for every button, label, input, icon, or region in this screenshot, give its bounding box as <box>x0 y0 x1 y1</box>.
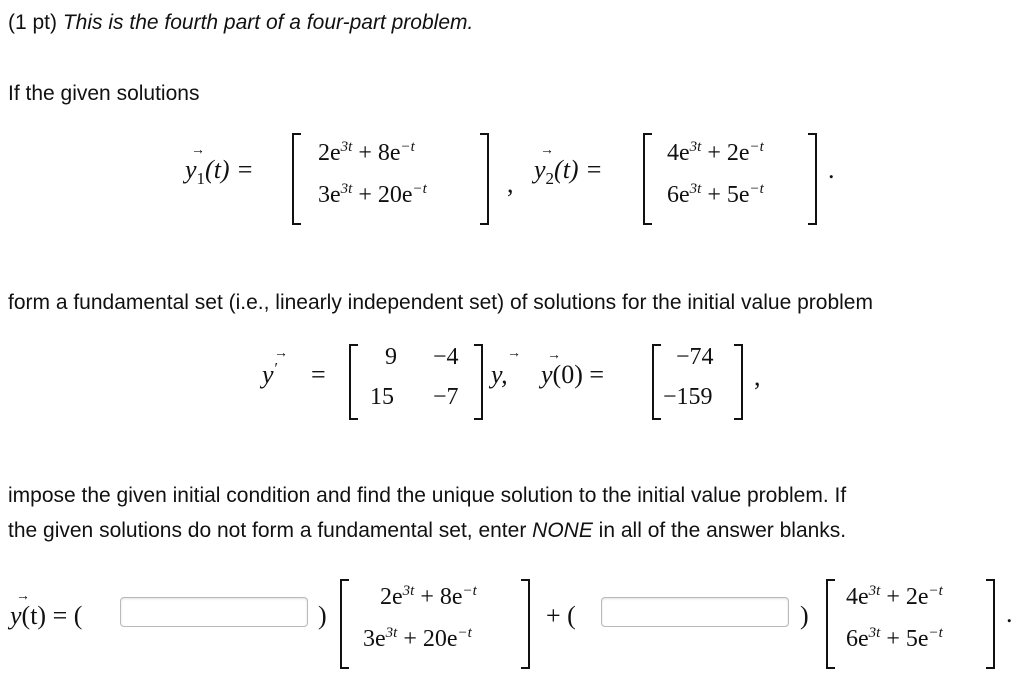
ivp-equation <box>0 338 1024 423</box>
right-bracket <box>986 579 995 669</box>
y1-label: → $y_1(t)$ = <box>185 143 254 189</box>
intro-text: If the given solutions <box>8 82 200 105</box>
y1-row1: $2e^{3t} + 8e^{-t}$ <box>318 139 415 166</box>
y0-label: → y(0) = <box>541 348 605 389</box>
y-vector: → y, <box>491 346 521 389</box>
y-prime: → y′ <box>262 346 288 389</box>
points-label: (1 pt) <box>8 11 58 34</box>
comma: , <box>754 362 761 391</box>
initial-v1: −74 <box>676 344 714 370</box>
period: . <box>828 155 835 184</box>
plus-open: + ( <box>546 601 576 630</box>
close-paren: ) <box>800 601 809 630</box>
coefficient-c1-input[interactable] <box>120 597 308 627</box>
y1-row2: $3e^{3t} + 20e^{-t}$ <box>318 181 427 208</box>
left-bracket <box>349 344 358 420</box>
left-bracket <box>292 133 301 225</box>
right-bracket <box>521 579 530 669</box>
left-bracket <box>643 133 652 225</box>
matrix-m22: −7 <box>433 384 459 410</box>
fundamental-text: form a fundamental set (i.e., linearly independent set) of solutions for the initial value problem <box>8 291 873 314</box>
answer-y1-row1: $2e^{3t} + 8e^{-t}$ <box>380 583 477 610</box>
answer-y2-row1: $4e^{3t} + 2e^{-t}$ <box>846 583 943 610</box>
matrix-m11: 9 <box>385 344 397 370</box>
coefficient-c2-input[interactable] <box>601 597 789 627</box>
right-bracket <box>734 344 743 420</box>
answer-lhs: → y(t) = ( <box>10 589 83 630</box>
left-bracket <box>652 344 661 420</box>
answer-row <box>0 575 1024 670</box>
left-bracket <box>340 579 349 669</box>
answer-y2-row2: $6e^{3t} + 5e^{-t}$ <box>846 625 943 652</box>
y2-row2: $6e^{3t} + 5e^{-t}$ <box>667 181 764 208</box>
instructions-line2: the given solutions do not form a fundamental set, enter NONE in all of the answer blanks. <box>8 519 847 542</box>
period: . <box>1006 599 1013 628</box>
right-bracket <box>480 133 489 225</box>
left-bracket <box>826 579 835 669</box>
y2-row1: $4e^{3t} + 2e^{-t}$ <box>667 139 764 166</box>
right-bracket <box>808 133 817 225</box>
equals-sign: = <box>311 360 326 389</box>
instructions-line1: impose the given initial condition and find the unique solution to the initial value problem. If <box>8 484 847 507</box>
initial-v2: −159 <box>663 384 713 410</box>
matrix-m21: 15 <box>370 384 394 410</box>
problem-title: This is the fourth part of a four-part problem. <box>62 11 474 34</box>
comma: , <box>507 169 514 198</box>
given-solutions <box>0 125 1024 230</box>
matrix-m12: −4 <box>433 344 459 370</box>
y2-label: → $y_2(t)$ = <box>534 143 603 189</box>
answer-y1-row2: $3e^{3t} + 20e^{-t}$ <box>363 625 472 652</box>
problem-header <box>8 11 473 35</box>
close-paren: ) <box>318 601 327 630</box>
right-bracket <box>474 344 483 420</box>
